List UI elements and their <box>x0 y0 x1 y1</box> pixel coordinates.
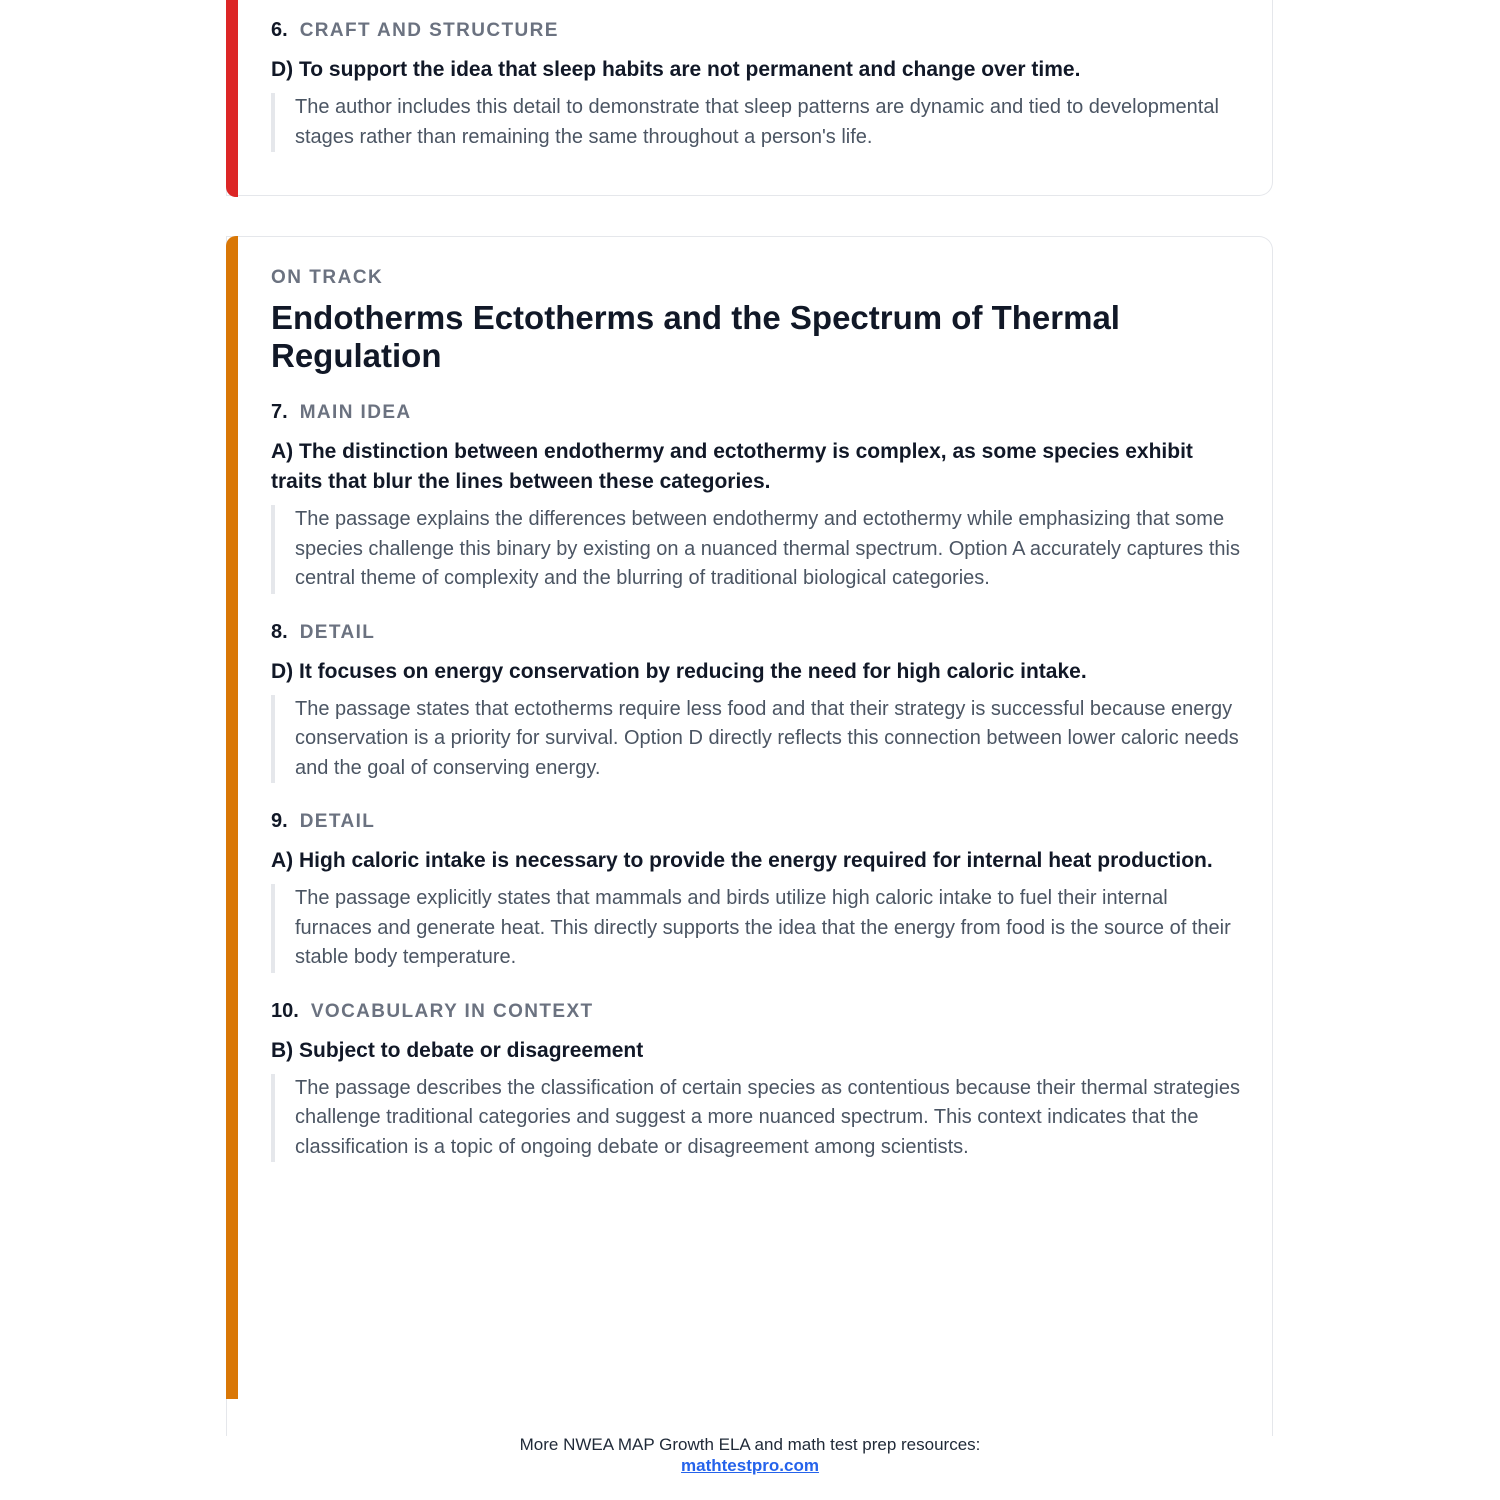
question-answer: D) To support the idea that sleep habits are not permanent and change over time. <box>271 58 1081 81</box>
question-7 <box>271 401 1240 594</box>
question-explanation: The passage states that ectotherms require less food and that their strategy is successful because energy conservation is a priority for survival. Option D directly reflects this connection between lower caloric needs and the goal of conserving energy. <box>271 695 1240 784</box>
question-type: CRAFT AND STRUCTURE <box>299 20 559 41</box>
result-card-passage <box>226 236 1273 1436</box>
question-type: MAIN IDEA <box>299 402 412 423</box>
question-number: 9. <box>271 810 288 832</box>
question-answer: A) The distinction between endothermy and ectothermy is complex, as some species exhibit traits that blur the lines between these categories. <box>271 440 1193 493</box>
question-type: DETAIL <box>299 621 376 643</box>
status-label: ON TRACK <box>271 267 384 288</box>
passage-title: Endotherms Ectotherms and the Spectrum of Thermal Regulation <box>271 299 1120 374</box>
footer <box>0 1434 1500 1476</box>
question-explanation: The author includes this detail to demonstrate that sleep patterns are dynamic and tied to developmental stages rather than remaining the same throughout a person's life. <box>271 93 1240 152</box>
question-answer: D) It focuses on energy conservation by reducing the need for high caloric intake. <box>271 659 1087 683</box>
question-type: DETAIL <box>299 811 376 832</box>
accent-bar-orange <box>226 236 238 1399</box>
question-number: 6. <box>271 19 288 41</box>
question-answer: A) High caloric intake is necessary to provide the energy required for internal heat production. <box>271 849 1213 872</box>
accent-bar-red <box>226 0 238 197</box>
question-explanation: The passage describes the classification of certain species as contentious because their thermal strategies challenge traditional categories and suggest a more nuanced spectrum. This context indicates that the classification is a topic of ongoing debate or disagreement among scientists. <box>271 1074 1240 1163</box>
footer-text: More NWEA MAP Growth ELA and math test prep resources: <box>519 1435 981 1454</box>
question-answer: B) Subject to debate or disagreement <box>271 1038 644 1062</box>
question-9 <box>271 810 1240 973</box>
result-card-previous <box>226 0 1273 196</box>
question-explanation: The passage explicitly states that mammals and birds utilize high caloric intake to fuel their internal furnaces and generate heat. This directly supports the idea that the energy from food is the source of their stable body temperature. <box>271 884 1240 973</box>
question-number: 8. <box>271 620 288 643</box>
question-type: VOCABULARY IN CONTEXT <box>310 1000 594 1022</box>
question-number: 7. <box>271 401 288 423</box>
footer-link[interactable]: mathtestpro.com <box>681 1456 819 1475</box>
question-6 <box>271 19 1240 152</box>
question-10 <box>271 1000 1240 1163</box>
question-explanation: The passage explains the differences between endothermy and ectothermy while emphasizing that some species challenge this binary by existing on a nuanced thermal spectrum. Option A accurately captures this central theme of complexity and the blurring of traditional biological categories. <box>271 505 1240 594</box>
question-number: 10. <box>271 999 299 1022</box>
question-8 <box>271 621 1240 784</box>
